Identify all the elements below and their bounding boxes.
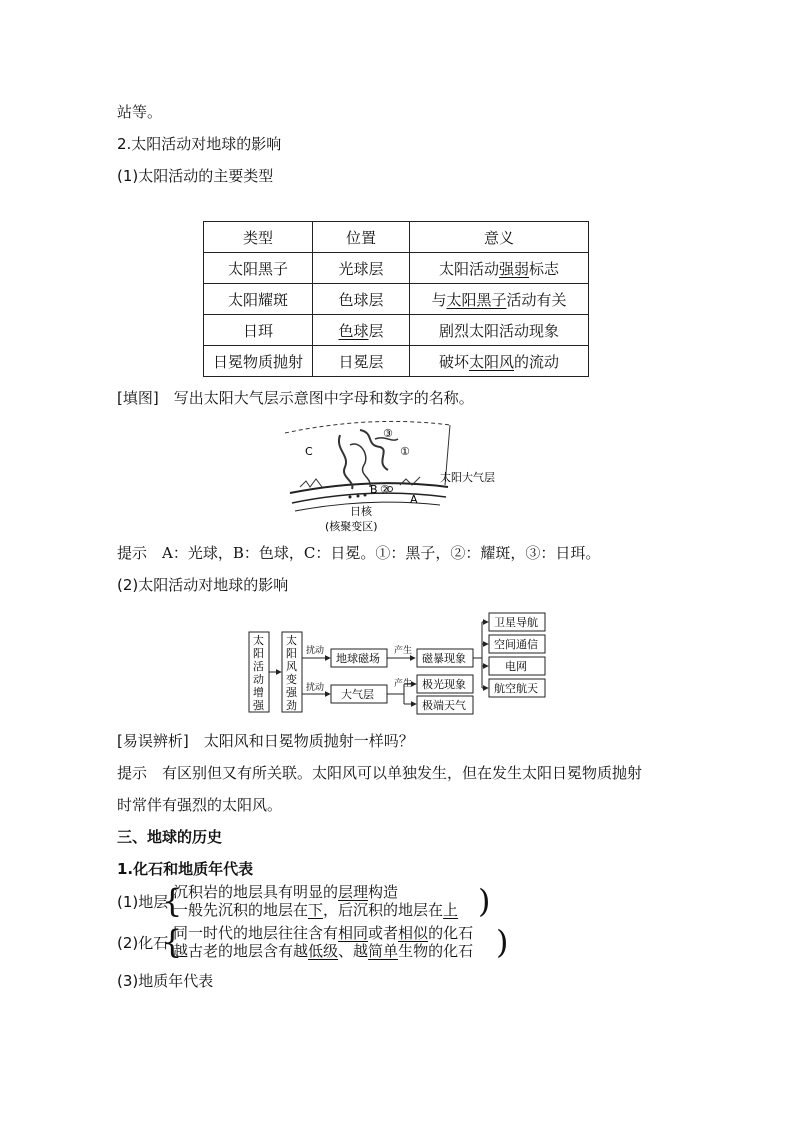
label-1: ① xyxy=(400,445,410,458)
table-cell: 太阳黑子 xyxy=(204,253,313,284)
left-brace-icon: { xyxy=(162,882,183,920)
wind-char: 太 xyxy=(286,634,297,647)
right-paren-icon: ) xyxy=(478,882,491,920)
start-char: 太 xyxy=(253,634,264,647)
table-cell: 色球层 xyxy=(313,315,410,346)
solar-activity-table xyxy=(203,221,589,377)
extreme-weather-box: 极端天气 xyxy=(422,699,466,712)
fill-hint: 提示 A：光球，B：色球，C：日冕。①：黑子，②：耀斑，③：日珥。 xyxy=(117,544,601,562)
table-row xyxy=(204,315,589,346)
start-char: 阳 xyxy=(253,647,264,660)
atmosphere-box: 大气层 xyxy=(341,688,374,701)
solar-impact-flow xyxy=(248,612,548,718)
produce-label: 产生 xyxy=(394,679,413,689)
fossil-label: (2)化石 xyxy=(117,934,169,952)
start-char: 增 xyxy=(253,686,264,699)
disturb-label: 扰动 xyxy=(306,683,325,693)
table-cell: 日珥 xyxy=(204,315,313,346)
table-cell: 与太阳黑子活动有关 xyxy=(410,284,589,315)
label-b: B xyxy=(370,483,378,496)
strata-label: (1)地层 xyxy=(117,893,169,911)
disturb-label: 扰动 xyxy=(306,646,325,656)
wind-char: 阳 xyxy=(286,647,297,660)
label-2: ② xyxy=(380,483,390,496)
label-core: 日核 xyxy=(350,505,372,518)
section-3-title: 三、地球的历史 xyxy=(117,828,223,846)
strata-line-2: 一般先沉积的地层在下，后沉积的地层在上 xyxy=(173,901,459,919)
table-cell: 日冕层 xyxy=(313,346,410,377)
magnetic-storm-box: 磁暴现象 xyxy=(422,652,466,665)
effect-aerospace: 航空航天 xyxy=(494,682,538,695)
effect-satellite: 卫星导航 xyxy=(494,616,538,629)
table-cell: 日冕物质抛射 xyxy=(204,346,313,377)
start-char: 强 xyxy=(253,699,264,712)
magnetic-field-box: 地球磁场 xyxy=(336,652,380,665)
confuse-title: [易误辨析] 太阳风和日冕物质抛射一样吗？ xyxy=(117,732,414,750)
table-cell: 光球层 xyxy=(313,253,410,284)
fill-title: [填图] 写出太阳大气层示意图中字母和数字的名称。 xyxy=(117,389,474,407)
sub-1-title: (1)太阳活动的主要类型 xyxy=(117,167,274,185)
sub-2-title: (2)太阳活动对地球的影响 xyxy=(117,576,289,594)
confuse-hint-line1: 提示 有区别但又有所关联。太阳风可以单独发生，但在发生太阳日冕物质抛射 xyxy=(117,764,643,782)
table-cell: 色球层 xyxy=(313,284,410,315)
effect-grid: 电网 xyxy=(505,660,527,673)
produce-label: 产生 xyxy=(394,646,413,656)
table-row xyxy=(204,346,589,377)
table-cell: 太阳耀斑 xyxy=(204,284,313,315)
table-cell: 太阳活动强弱标志 xyxy=(410,253,589,284)
geologic-table-title: (3)地质年代表 xyxy=(117,972,214,990)
wind-char: 劲 xyxy=(286,699,297,712)
table-header: 意义 xyxy=(410,222,589,253)
effect-communication: 空间通信 xyxy=(494,638,538,651)
solar-atmosphere-diagram xyxy=(280,415,510,535)
left-brace-icon: { xyxy=(162,923,183,961)
label-solar-atmosphere: 太阳大气层 xyxy=(440,471,495,484)
start-char: 动 xyxy=(253,673,264,686)
fossil-line-1: 同一时代的地层往往含有相同或者相似的化石 xyxy=(173,924,474,942)
fossil-line-2: 越古老的地层含有越低级、越简单生物的化石 xyxy=(173,942,474,960)
table-header: 类型 xyxy=(204,222,313,253)
strata-line-1: 沉积岩的地层具有明显的层理构造 xyxy=(173,883,399,901)
table-row xyxy=(204,284,589,315)
fossil-title: 1.化石和地质年代表 xyxy=(117,860,254,878)
wind-char: 风 xyxy=(286,660,297,673)
wind-char: 变 xyxy=(286,673,297,686)
section-2-title: 2.太阳活动对地球的影响 xyxy=(117,135,282,153)
table-row xyxy=(204,253,589,284)
wind-char: 强 xyxy=(286,686,297,699)
right-paren-icon: ) xyxy=(496,923,509,961)
label-3: ③ xyxy=(383,427,393,440)
aurora-box: 极光现象 xyxy=(422,678,466,691)
table-header: 位置 xyxy=(313,222,410,253)
confuse-hint-line2: 时常伴有强烈的太阳风。 xyxy=(117,796,283,814)
label-a: A xyxy=(410,493,418,506)
label-core-sub: (核聚变区) xyxy=(325,520,378,533)
intro-tail: 站等。 xyxy=(117,103,163,121)
table-header-row xyxy=(204,222,589,253)
table-cell: 剧烈太阳活动现象 xyxy=(410,315,589,346)
table-cell: 破坏太阳风的流动 xyxy=(410,346,589,377)
start-char: 活 xyxy=(253,660,264,673)
label-c: C xyxy=(305,445,313,458)
